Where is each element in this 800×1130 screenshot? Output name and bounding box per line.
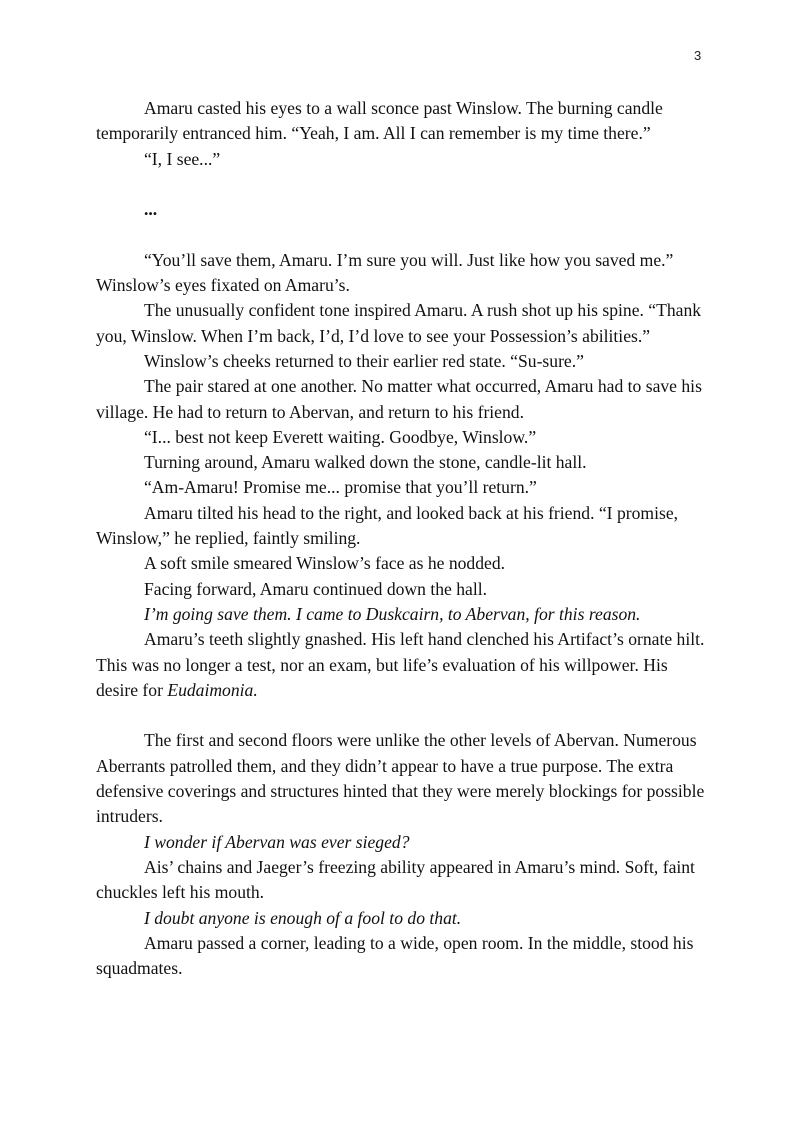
paragraph: “You’ll save them, Amaru. I’m sure you will. Just like how you saved me.” Winslow’s eyes fixated on Amaru’s. <box>96 249 674 296</box>
paragraph: A soft smile smeared Winslow’s face as he nodded. <box>144 553 506 574</box>
paragraph: Ais’ chains and Jaeger’s freezing ability appeared in Amaru’s mind. Soft, faint chuckles left his mouth. <box>96 856 695 903</box>
blank-line <box>96 172 706 197</box>
blank-line <box>96 222 706 247</box>
paragraph: The first and second floors were unlike the other levels of Abervan. Numerous Aberrants patrolled them, and they didn’t appear to have a true purpose. The extra defensive coverings and structures hinted that they were merely blockings for possible intruders. <box>96 730 705 827</box>
paragraph: Amaru casted his eyes to a wall sconce past Winslow. The burning candle temporarily entranced him. “Yeah, I am. All I can remember is my time there.” <box>96 98 663 144</box>
paragraph: “I, I see...” <box>144 148 221 169</box>
paragraph: Amaru tilted his head to the right, and looked back at his friend. “I promise, Winslow,” he replied, faintly smiling. <box>96 502 679 549</box>
italic-text: I wonder if Abervan was ever sieged? <box>144 831 410 852</box>
italic-thought <box>96 906 706 931</box>
scene-break: ... <box>144 199 158 220</box>
italic-text: Eudaimonia. <box>167 679 258 700</box>
italic-text: I’m going save them. I came to Duskcairn, to Abervan, for this reason. <box>144 603 641 624</box>
italic-thought <box>96 830 706 855</box>
paragraph-text: Amaru’s teeth slightly gnashed. His left hand clenched his Artifact’s ornate hilt. This was no longer a test, nor an exam, but life’s evaluation of his willpower. His desire for <box>96 629 705 700</box>
paragraph: “Am-Amaru! Promise me... promise that you’ll return.” <box>144 477 537 498</box>
paragraph: Facing forward, Amaru continued down the hall. <box>144 578 487 599</box>
italic-text: I doubt anyone is enough of a fool to do that. <box>144 907 462 928</box>
paragraph: Amaru passed a corner, leading to a wide, open room. In the middle, stood his squadmates. <box>96 932 694 979</box>
blank-line <box>96 703 706 728</box>
paragraph: The unusually confident tone inspired Amaru. A rush shot up his spine. “Thank you, Winslow. When I’m back, I’d, I’d love to see your Possession’s abilities.” <box>96 300 702 346</box>
paragraph: “I... best not keep Everett waiting. Goodbye, Winslow.” <box>144 426 537 447</box>
body-text <box>96 96 706 981</box>
paragraph: Winslow’s cheeks returned to their earlier red state. “Su-sure.” <box>144 350 584 371</box>
paragraph <box>96 627 706 703</box>
paragraph: Turning around, Amaru walked down the stone, candle-lit hall. <box>144 452 587 473</box>
page-number: 3 <box>694 48 702 63</box>
italic-thought <box>96 602 706 627</box>
paragraph: The pair stared at one another. No matter what occurred, Amaru had to save his village. He had to return to Abervan, and return to his friend. <box>96 376 702 422</box>
